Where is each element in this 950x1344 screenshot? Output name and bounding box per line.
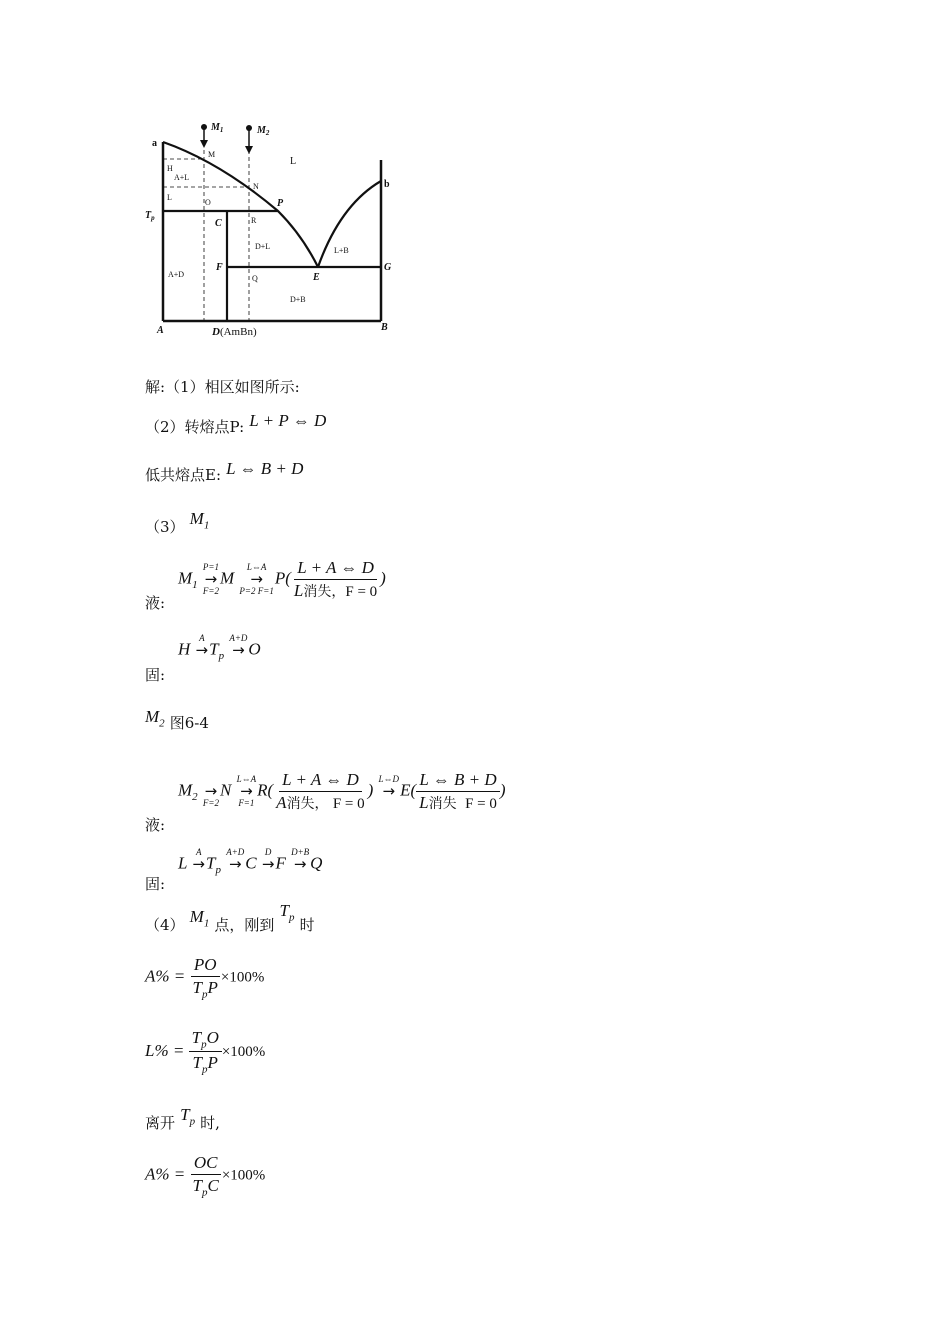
label-axis-a: A <box>157 325 164 336</box>
arrow-l-tp: A → <box>192 847 205 873</box>
arrow-c-f: D → <box>261 847 275 873</box>
peritectic-formula: L + P ⇔ D <box>249 411 327 430</box>
m1-arrowhead <box>200 140 208 148</box>
arrow-tp-o: A+D → <box>229 633 248 659</box>
m1-solid-path: H A → $T_p$ A+D → O <box>178 634 261 667</box>
arrow-r-e: L⇔D → <box>378 774 400 800</box>
label-m1: $M_1$ <box>211 122 224 134</box>
label-l-mark: L <box>167 193 172 202</box>
m2-liquid-path: $M_2$ → F=2 N L⇔A → F=1 R( $\frac{L + A \Leftrightarrow D}{\text{A消失， F = 0}}$ ) L⇔D → E( $\frac{L \Leftrightarrow B + D}{\text{L消失 F = 0}}$ ) <box>178 770 506 812</box>
m2-liquid-label: 液: <box>145 816 166 834</box>
arrow-f-q: D+B → <box>291 847 310 873</box>
liquidus-b-e <box>318 181 381 267</box>
leave-prefix: 离开 <box>145 1114 176 1132</box>
m2-heading <box>145 706 209 732</box>
part4-label: （4） <box>145 916 185 934</box>
part4-m1: $M_1$ <box>189 907 210 930</box>
label-g: G <box>384 262 392 273</box>
label-b-top: b <box>384 179 390 190</box>
phase-diagram <box>140 115 410 345</box>
label-e: E <box>313 272 320 283</box>
m2-symbol: $M_2$ <box>145 707 165 730</box>
a-percent-eq-1: A% = $\frac{PO}{T_pP}$ ×100% <box>145 955 265 1001</box>
m2-marker <box>246 125 252 131</box>
part3-m1: $M_1$ <box>189 509 210 532</box>
part3-label: （3） <box>145 518 185 536</box>
label-d-plus-l: D+L <box>255 242 271 251</box>
fraction-p: $\frac{L + A \Leftrightarrow D}{\text{L消失，F = 0}}$ <box>293 558 378 600</box>
fraction-e: $\frac{L \Leftrightarrow B + D}{\text{L消失 F = 0}}$ <box>416 770 500 813</box>
label-a: a <box>152 138 157 149</box>
label-r: R <box>251 216 257 225</box>
label-region-l: L <box>290 156 297 167</box>
part4-heading <box>145 901 315 934</box>
eutectic-label: 低共熔点E: <box>145 466 222 484</box>
m1-solid-label: 固: <box>145 666 166 684</box>
a-percent-eq-2: A% = $\frac{OC}{T_pC}$ ×100% <box>145 1153 266 1199</box>
label-o: O <box>205 198 211 207</box>
label-n: N <box>253 182 259 191</box>
leave-tp-line <box>145 1104 220 1132</box>
part3-heading <box>145 508 210 536</box>
part4-tp: $T_p$ <box>279 901 295 924</box>
label-l-plus-b: L+B <box>334 246 349 255</box>
arrow-m-p: L⇔A → P=2 F=1 <box>239 562 274 596</box>
leave-tp: $T_p$ <box>180 1105 196 1128</box>
label-a-plus-d: A+D <box>168 270 185 279</box>
arrow-tp-c: A+D → <box>226 847 245 873</box>
peritectic-statement <box>145 410 327 436</box>
label-tp: $T_p$ <box>145 210 155 222</box>
part4-end: 时 <box>299 916 315 934</box>
label-h: H <box>167 164 173 173</box>
arrow-m1-m: P=1 → F=2 <box>202 562 219 596</box>
label-a-plus-l: A+L <box>174 173 190 182</box>
label-d-plus-b: D+B <box>290 295 306 304</box>
m1-liquid-path: $M_1$ P=1 → F=2 M L⇔A → P=2 F=1 P( $\frac{L + A \Leftrightarrow D}{\text{L消失，F = 0}}$ ) <box>178 558 386 600</box>
leave-suffix: 时, <box>200 1114 220 1132</box>
part4-mid: 点，刚到 <box>214 916 275 934</box>
arrow-h-tp: A → <box>195 633 209 659</box>
m2-arrowhead <box>245 146 253 154</box>
fraction-oc-tpc: $\frac{OC}{T_pC}$ <box>192 1153 219 1199</box>
arrow-n-r: L⇔A → F=1 <box>236 774 257 808</box>
label-f: F <box>216 262 223 273</box>
fraction-r: $\frac{L + A \Leftrightarrow D}{\text{A消失， F = 0}}$ <box>276 770 365 812</box>
answer-intro: 解:（1）相区如图所示: <box>145 378 300 396</box>
label-q: Q <box>252 274 258 283</box>
m2-solid-label: 固: <box>145 875 166 893</box>
eutectic-formula: L ⇔ B + D <box>226 459 304 478</box>
eutectic-statement <box>145 458 304 484</box>
m2-solid-path: L A → $T_p$ A+D → C D → F D+B → Q <box>178 848 322 881</box>
label-axis-d: D(AmBn) <box>212 326 257 338</box>
label-point-m: M <box>208 150 216 159</box>
label-p: P <box>277 198 284 209</box>
label-c: C <box>215 218 222 229</box>
peritectic-label: （2）转熔点P: <box>145 418 245 436</box>
l-percent-eq: L% = $\frac{T_pO}{T_pP}$ ×100% <box>145 1028 266 1076</box>
m1-marker <box>201 124 207 130</box>
fraction-tpo-tpp: $\frac{T_pO}{T_pP}$ <box>189 1028 222 1076</box>
label-m2: $M_2$ <box>257 125 270 137</box>
label-axis-b: B <box>381 322 388 333</box>
m1-liquid-label: 液: <box>145 594 166 612</box>
fraction-po-tpp: $\frac{PO}{T_pP}$ <box>192 955 218 1001</box>
figure-label: 图6-4 <box>169 714 209 732</box>
arrow-m2-n: → F=2 <box>202 782 219 808</box>
